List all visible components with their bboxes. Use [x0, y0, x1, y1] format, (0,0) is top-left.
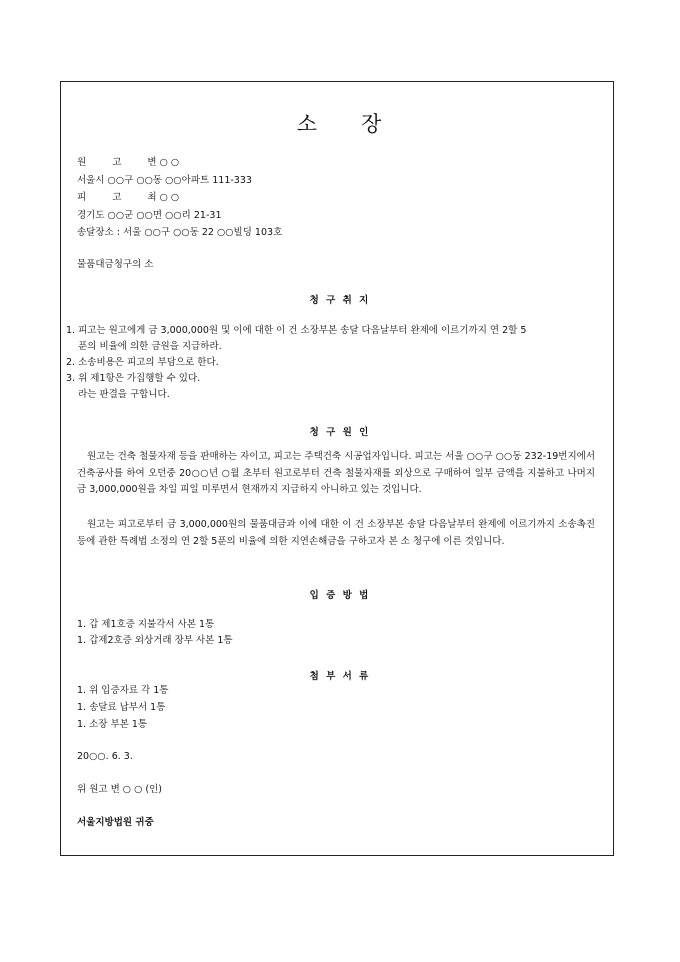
evidence-heading: 입 증 방 법	[309, 590, 371, 601]
court-addressee: 서울지방법원 귀중	[77, 817, 154, 828]
defendant-role: 피	[77, 192, 87, 203]
attachment-item: 1. 위 입증자료 각 1통	[77, 685, 169, 696]
attachment-item: 1. 송달료 납부서 1통	[77, 702, 166, 713]
case-name: 물품대금청구의 소	[77, 259, 154, 270]
title-char-2: 장	[361, 112, 384, 136]
defendant-name: 최 ○ ○	[147, 192, 180, 203]
claim-heading: 청 구 취 지	[309, 295, 371, 306]
filing-date: 20○○. 6. 3.	[77, 751, 133, 762]
claim-item: 푼의 비율에 의한 금원을 지급하라.	[66, 341, 222, 352]
defendant-address: 경기도 ○○군 ○○면 ○○리 21-31	[77, 210, 222, 221]
claim-item: 1. 피고는 원고에게 금 3,000,000원 및 이에 대한 이 건 소장부본 송달 다음날부터 완제에 이르기까지 연 2할 5	[66, 325, 527, 336]
defendant-line	[77, 192, 179, 204]
attachment-item: 1. 소장 부본 1통	[77, 719, 148, 730]
plaintiff-name: 변 ○ ○	[147, 157, 180, 168]
plaintiff-address: 서울시 ○○구 ○○동 ○○아파트 111-333	[77, 175, 252, 186]
cause-paragraph-1: 원고는 건축 철물자재 등을 판매하는 자이고, 피고는 주택건축 시공업자입니다. 피고는 서울 ○○구 ○○동 232-19번지에서 건축공사를 하여 오던중 20○○년 ○월 초부터 원고로부터 건축 철물자재를 외상으로 구매하여 일부 금액을 지불하고 나머지 금 3,000,000원을 차일 피일 미루면서 현재까지 지급하지 아니하고 있는 것입니다.	[77, 451, 595, 495]
evidence-item: 1. 갑제2호증 외상거래 장부 사본 1통	[77, 635, 233, 646]
claim-item: 라는 판결을 구합니다.	[66, 389, 170, 400]
claim-item: 2. 소송비용은 피고의 부담으로 한다.	[66, 357, 219, 368]
delivery-address: 송달장소 : 서울 ○○구 ○○동 22 ○○빌딩 103호	[77, 227, 283, 238]
plaintiff-role: 원	[77, 157, 87, 168]
defendant-role-2: 고	[112, 192, 122, 203]
signature-line: 위 원고 변 ○ ○ (인)	[77, 784, 162, 795]
plaintiff-line	[77, 157, 179, 169]
plaintiff-role-2: 고	[112, 157, 122, 168]
cause-heading: 청 구 원 인	[309, 427, 371, 438]
attachments-heading: 첨 부 서 류	[309, 671, 371, 682]
evidence-item: 1. 갑 제1호증 지불각서 사본 1통	[77, 619, 215, 630]
title-char-1: 소	[296, 112, 319, 136]
document-title	[0, 108, 680, 138]
cause-paragraph-2: 원고는 피고로부터 금 3,000,000원의 물품대금과 이에 대한 이 건 소장부본 송달 다음날부터 완제에 이르기까지 소송촉진등에 관한 특례법 소정의 연 2할 5푼의 비율에 의한 지연손해금을 구하고자 본 소 청구에 이른 것입니다.	[77, 519, 595, 547]
claim-item: 3. 위 제1항은 가집행할 수 있다.	[66, 373, 201, 384]
